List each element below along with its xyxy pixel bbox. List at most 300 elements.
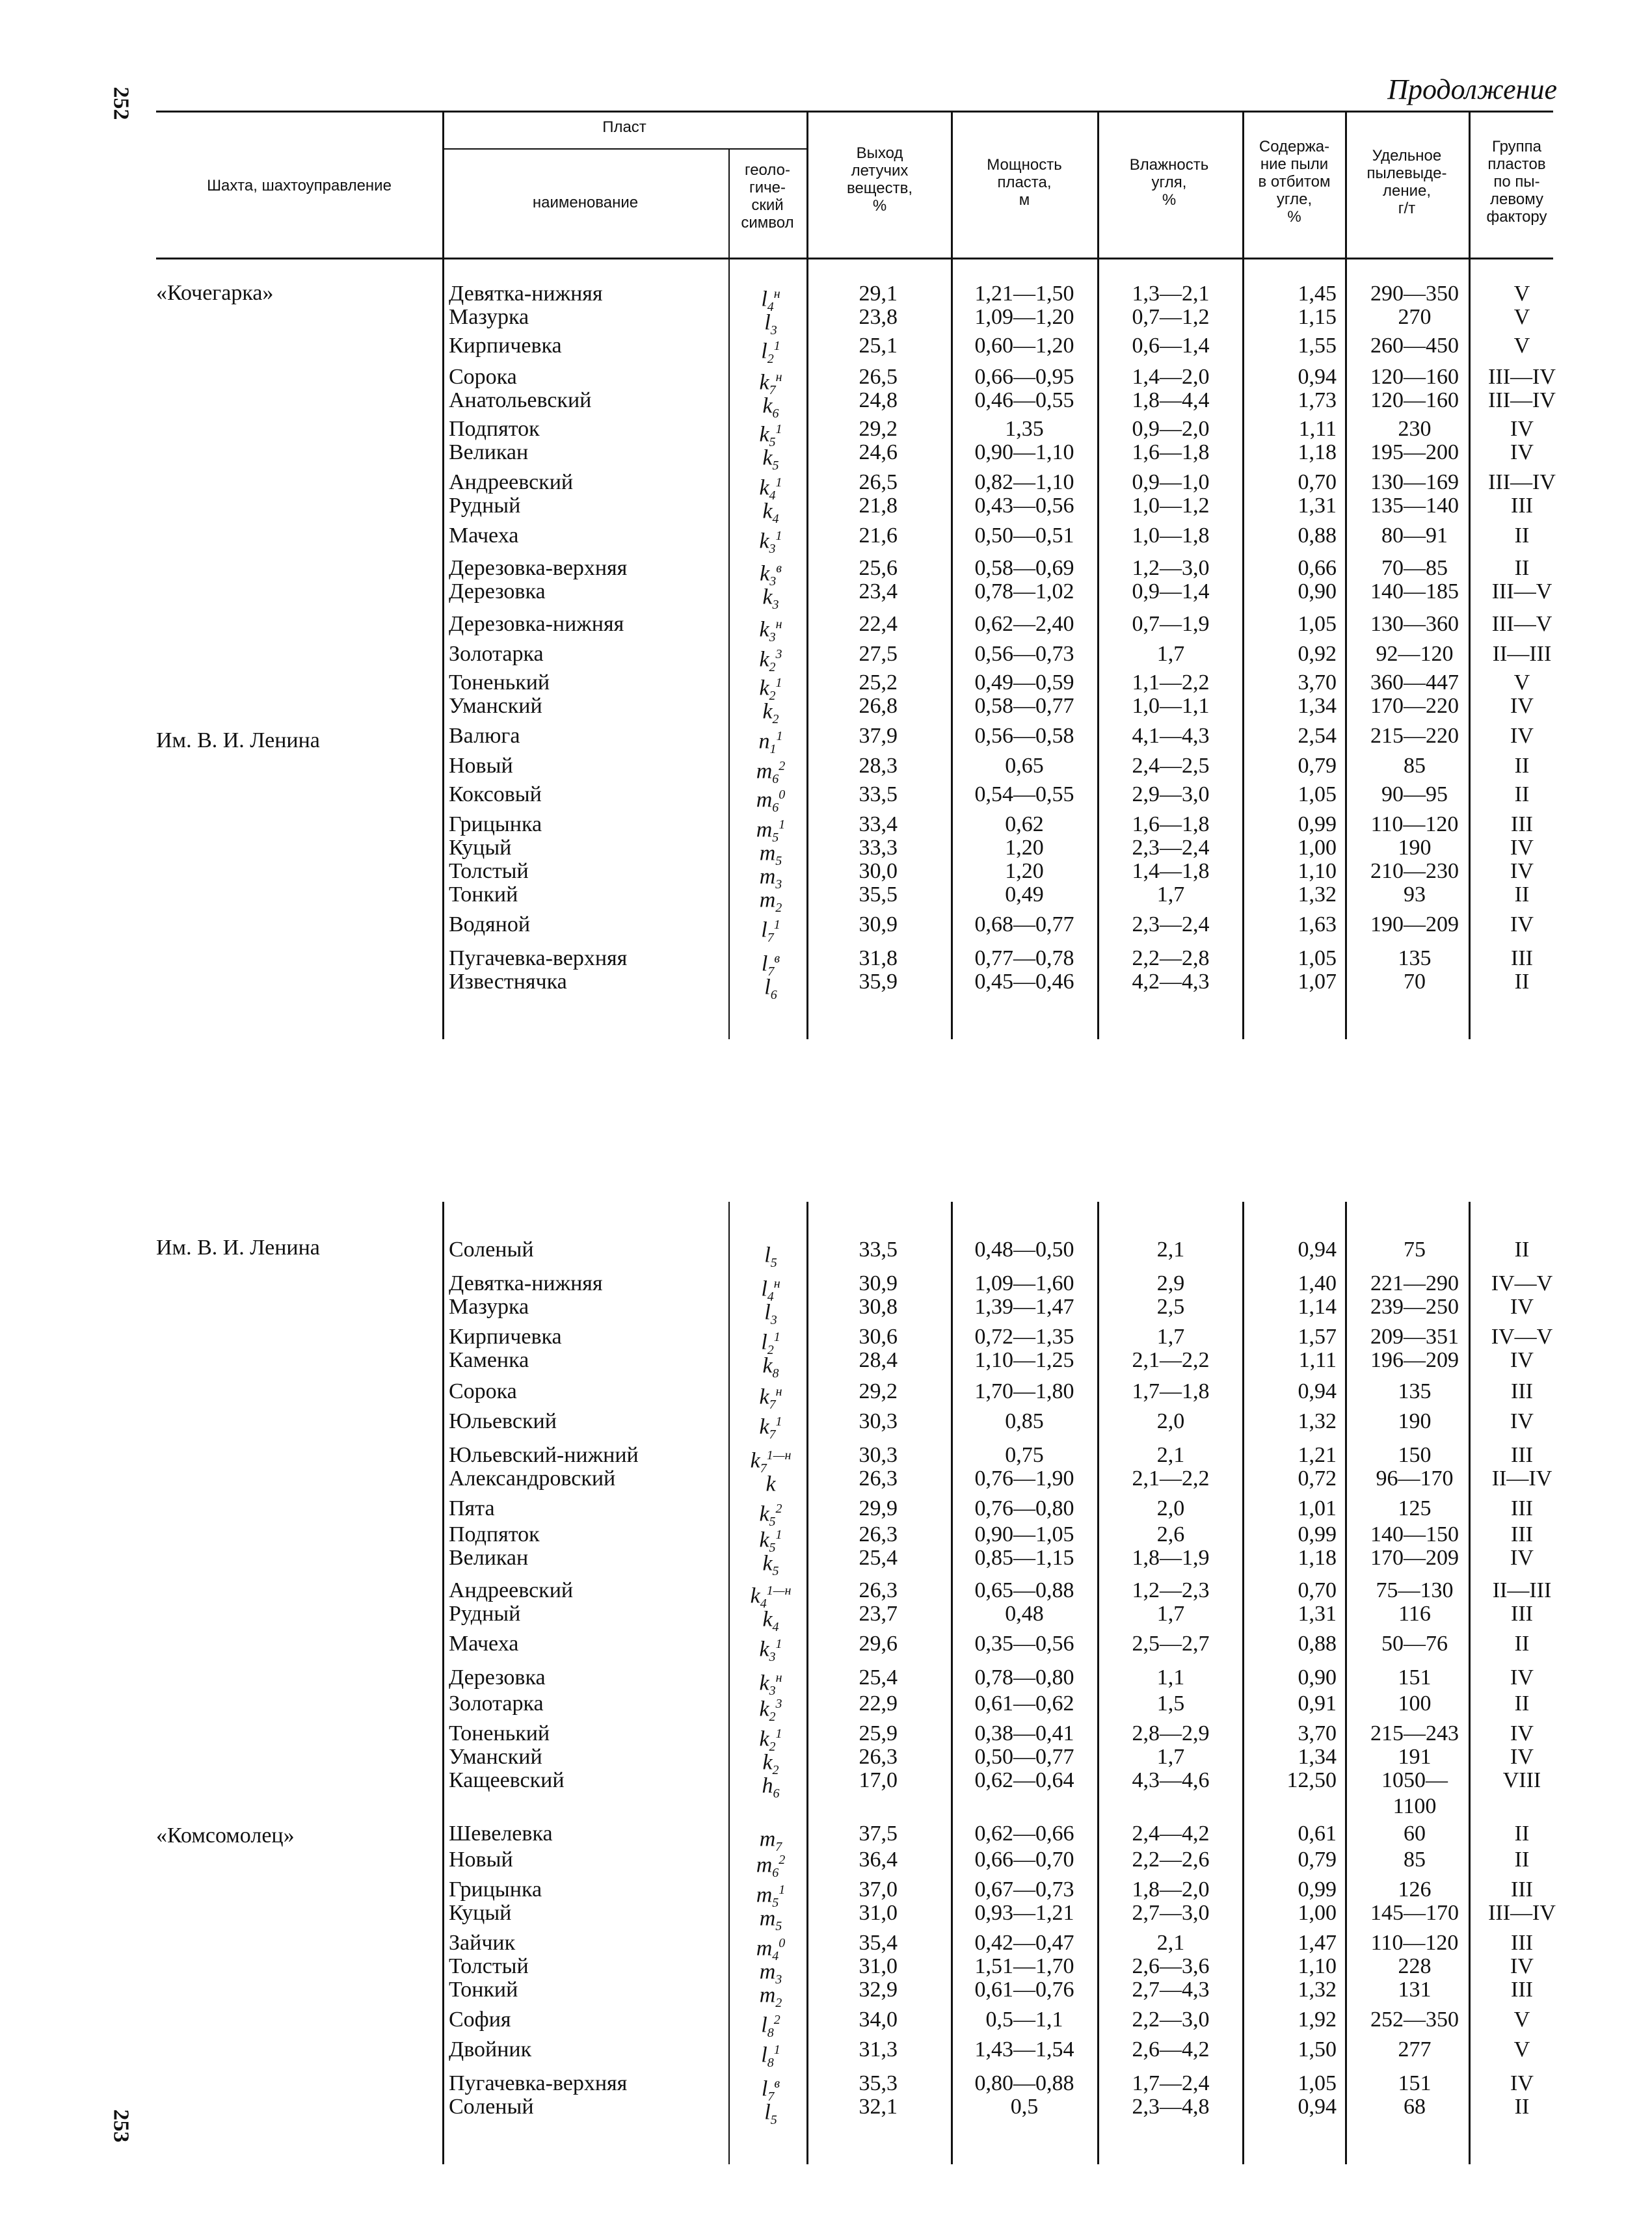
dust-value: 3,70 <box>1298 1721 1337 1745</box>
group-value: III <box>1511 1443 1533 1467</box>
table-row <box>0 670 1652 704</box>
header-symbol <box>728 161 806 232</box>
group-value: IV <box>1510 2071 1534 2095</box>
moisture-value: 2,1 <box>1156 1443 1185 1467</box>
geo-symbol-index: 6 <box>772 801 779 816</box>
geo-symbol-index: 3 <box>769 1650 776 1665</box>
table-row <box>0 1847 1652 1881</box>
thickness-value: 0,5—1,1 <box>985 2008 1063 2032</box>
plast-name: Александровский <box>449 1466 616 1491</box>
header-specific-dust <box>1345 147 1469 217</box>
geo-symbol-letter: m <box>759 1983 776 2008</box>
table-row <box>0 470 1652 503</box>
group-value: II <box>1514 882 1530 907</box>
geo-symbol-letter: l <box>764 2100 771 2125</box>
geo-symbol-letter: l <box>764 1300 771 1325</box>
header-moisture-line: Влажность <box>1129 156 1209 174</box>
specific-dust-value: 277 <box>1398 2037 1432 2062</box>
geo-symbol-letter: m <box>756 759 773 784</box>
header-group-line: фактору <box>1486 208 1547 226</box>
group-value: II <box>1514 1691 1530 1716</box>
volatile-value: 17,0 <box>859 1768 898 1792</box>
geo-symbol-index: 3 <box>770 323 777 338</box>
geo-symbol-letter: k <box>759 1414 769 1439</box>
plast-name: Кирпичевка <box>449 1325 562 1349</box>
plast-name: Толстый <box>449 859 529 883</box>
moisture-value: 1,0—1,8 <box>1132 524 1210 548</box>
table-row <box>0 693 1652 727</box>
thickness-value: 0,54—0,55 <box>974 782 1074 806</box>
specific-dust-value: 252—350 <box>1370 2008 1459 2032</box>
volatile-value: 21,8 <box>859 494 898 518</box>
geo-symbol-letter: m <box>756 1936 773 1961</box>
dust-value: 0,72 <box>1298 1466 1337 1491</box>
geo-symbol <box>741 969 800 1008</box>
geo-symbol-index: 2 <box>772 1763 779 1778</box>
dust-value: 1,45 <box>1298 282 1337 306</box>
volatile-value: 32,1 <box>859 2095 898 2119</box>
volatile-value: 23,8 <box>859 305 898 329</box>
plast-name: Уманский <box>449 694 542 718</box>
plast-name: Золотарка <box>449 642 544 666</box>
volatile-value: 35,5 <box>859 882 898 907</box>
geo-symbol-upper: н <box>775 617 782 631</box>
table-row <box>0 1601 1652 1635</box>
specific-dust-value-cont: 1100 <box>1392 1794 1437 1818</box>
plast-name: Подпяток <box>449 417 540 441</box>
geo-symbol-upper: 1—н <box>766 1448 792 1463</box>
header-spec-line: пылевыде- <box>1366 165 1447 182</box>
thickness-value: 0,58—0,69 <box>974 556 1074 580</box>
table-row <box>0 1409 1652 1442</box>
geo-symbol-letter: k <box>762 585 773 609</box>
plast-name: Тонкий <box>449 882 518 907</box>
group-value: IV <box>1510 859 1534 883</box>
specific-dust-value: 125 <box>1398 1496 1432 1520</box>
table-row <box>0 281 1652 315</box>
geo-symbol-letter: l <box>761 2043 767 2067</box>
volatile-value: 30,9 <box>859 1271 898 1295</box>
table-row <box>0 1578 1652 1611</box>
volatile-value: 34,0 <box>859 2008 898 2032</box>
geo-symbol-letter: k <box>759 617 769 642</box>
thickness-value: 0,56—0,58 <box>974 724 1074 748</box>
specific-dust-value: 96—170 <box>1376 1466 1454 1491</box>
geo-symbol-upper: 1 <box>775 1528 782 1542</box>
group-value: III—IV <box>1488 1901 1556 1925</box>
plast-name: София <box>449 2008 511 2032</box>
specific-dust-value: 230 <box>1398 417 1432 441</box>
geo-symbol-letter: k <box>762 499 773 524</box>
specific-dust-value: 93 <box>1404 882 1426 907</box>
thickness-value: 1,39—1,47 <box>974 1295 1074 1319</box>
moisture-value: 2,2—2,8 <box>1132 946 1210 970</box>
plast-name: Куцый <box>449 1901 512 1925</box>
header-volatile-line: веществ, <box>846 179 913 197</box>
plast-name: Девятка-нижняя <box>449 282 603 306</box>
dust-value: 1,47 <box>1298 1931 1337 1955</box>
table-row <box>0 1379 1652 1412</box>
group-value: II <box>1514 1848 1530 1872</box>
volatile-value: 25,9 <box>859 1721 898 1745</box>
geo-symbol-index: 3 <box>769 1684 776 1699</box>
plast-name: Юльевский <box>449 1409 557 1433</box>
dust-value: 1,15 <box>1298 305 1337 329</box>
thickness-value: 1,43—1,54 <box>974 2037 1074 2062</box>
specific-dust-value: 116 <box>1398 1602 1431 1626</box>
moisture-value: 2,2—2,6 <box>1132 1848 1210 1872</box>
volatile-value: 31,8 <box>859 946 898 970</box>
header-spec-line: Удельное <box>1372 147 1442 165</box>
dust-value: 0,66 <box>1298 556 1337 580</box>
header-thickness <box>953 156 1096 209</box>
dust-value: 1,05 <box>1298 612 1337 636</box>
specific-dust-value: 130—360 <box>1370 612 1459 636</box>
geo-symbol-letter: k <box>759 1697 769 1721</box>
moisture-value: 2,6 <box>1156 1522 1185 1546</box>
geo-symbol-index: 6 <box>770 988 777 1003</box>
specific-dust-value: 126 <box>1398 1877 1432 1902</box>
volatile-value: 26,3 <box>859 1745 898 1769</box>
geo-symbol-letter: m <box>759 841 776 866</box>
plast-name: Тонкий <box>449 1978 518 2002</box>
geo-symbol-upper: 3 <box>775 1697 782 1711</box>
geo-symbol-upper: 1 <box>775 475 782 490</box>
group-value: IV <box>1510 1745 1534 1769</box>
moisture-value: 1,7—1,8 <box>1132 1379 1210 1403</box>
dust-value: 1,34 <box>1298 694 1337 718</box>
dust-value: 1,40 <box>1298 1271 1337 1295</box>
dust-value: 1,01 <box>1298 1496 1337 1520</box>
dust-value: 0,99 <box>1298 812 1337 836</box>
moisture-value: 4,1—4,3 <box>1132 724 1210 748</box>
specific-dust-value: 85 <box>1404 754 1426 778</box>
moisture-value: 0,9—1,0 <box>1132 470 1210 494</box>
specific-dust-value: 85 <box>1404 1848 1426 1872</box>
geo-symbol-index: 4 <box>772 1620 779 1635</box>
plast-name: Мазурка <box>449 305 529 329</box>
group-value: II <box>1514 556 1530 580</box>
dust-value: 1,21 <box>1298 1443 1337 1467</box>
geo-symbol-index: 8 <box>767 2056 774 2071</box>
moisture-value: 0,7—1,9 <box>1132 612 1210 636</box>
geo-symbol-index: 3 <box>769 630 776 645</box>
geo-symbol-index: 7 <box>769 1427 776 1442</box>
dust-value: 1,18 <box>1298 440 1337 464</box>
geo-symbol-upper: 2 <box>779 1853 786 1867</box>
geo-symbol-index: 2 <box>767 352 774 367</box>
specific-dust-value: 75 <box>1404 1238 1426 1262</box>
thickness-value: 0,77—0,78 <box>974 946 1074 970</box>
geo-symbol-upper: 1 <box>779 1883 786 1897</box>
moisture-value: 0,9—1,4 <box>1132 579 1210 603</box>
thickness-value: 0,50—0,51 <box>974 524 1074 548</box>
specific-dust-value: 70—85 <box>1381 556 1448 580</box>
specific-dust-value: 120—160 <box>1370 365 1459 389</box>
geo-symbol-letter: l <box>761 339 767 364</box>
dust-value: 0,91 <box>1298 1691 1337 1716</box>
plast-name: Шевелевка <box>449 1822 553 1846</box>
geo-symbol-upper: 0 <box>779 1936 786 1950</box>
table-row <box>0 1877 1652 1911</box>
moisture-value: 2,7—4,3 <box>1132 1978 1210 2002</box>
specific-dust-value: 110—120 <box>1370 1931 1459 1955</box>
geo-symbol-letter: l <box>764 310 771 335</box>
geo-symbol-index: 3 <box>775 1972 782 1987</box>
specific-dust-value: 110—120 <box>1370 812 1459 836</box>
dust-value: 1,10 <box>1298 1954 1337 1978</box>
geo-symbol-index: 2 <box>769 1710 776 1725</box>
volatile-value: 25,4 <box>859 1665 898 1690</box>
moisture-value: 1,2—3,0 <box>1132 556 1210 580</box>
moisture-value: 2,4—4,2 <box>1132 1822 1210 1846</box>
header-dust-line: угле, <box>1276 191 1312 208</box>
header-moisture-line: угля, <box>1151 174 1187 191</box>
dust-value: 0,79 <box>1298 1848 1337 1872</box>
volatile-value: 32,9 <box>859 1978 898 2002</box>
moisture-value: 2,1—2,2 <box>1132 1348 1210 1372</box>
table-row <box>0 882 1652 916</box>
geo-symbol-upper: н <box>773 287 780 301</box>
moisture-value: 2,1 <box>1156 1238 1185 1262</box>
group-value: III <box>1511 1522 1533 1546</box>
geo-symbol-letter: k <box>762 1750 773 1775</box>
specific-dust-value: 50—76 <box>1381 1632 1448 1656</box>
geo-symbol-index: 3 <box>770 1313 777 1328</box>
geo-symbol-letter: n <box>758 729 770 754</box>
thickness-value: 0,76—1,90 <box>974 1466 1074 1491</box>
group-value: II <box>1514 1632 1530 1656</box>
plast-name: Каменка <box>449 1348 529 1372</box>
table-row <box>0 1324 1652 1358</box>
group-value: V <box>1513 305 1530 329</box>
header-name: наименование <box>532 194 639 211</box>
group-value: II <box>1514 524 1530 548</box>
moisture-value: 2,8—2,9 <box>1132 1721 1210 1745</box>
plast-name: Грицынка <box>449 1877 542 1902</box>
thickness-value: 0,72—1,35 <box>974 1325 1074 1349</box>
geo-symbol-letter: m <box>759 888 776 912</box>
geo-symbol-letter: k <box>750 1584 760 1608</box>
specific-dust-value: 215—243 <box>1370 1721 1459 1745</box>
dust-value: 1,32 <box>1298 1978 1337 2002</box>
thickness-value: 0,46—0,55 <box>974 388 1074 412</box>
moisture-value: 2,6—4,2 <box>1132 2037 1210 2062</box>
geo-symbol-index: 6 <box>772 1866 779 1881</box>
plast-name: Пугачевка-верхняя <box>449 946 628 970</box>
geo-symbol-letter: k <box>762 1353 773 1378</box>
geo-symbol-index: 3 <box>769 574 777 589</box>
dust-value: 0,92 <box>1298 642 1337 666</box>
dust-value: 0,90 <box>1298 579 1337 603</box>
volatile-value: 26,5 <box>859 470 898 494</box>
plast-name: Соленый <box>449 2095 534 2119</box>
header-moisture <box>1099 156 1239 209</box>
specific-dust-value: 190—209 <box>1370 912 1459 936</box>
geo-symbol-letter: m <box>756 788 773 812</box>
volatile-value: 36,4 <box>859 1848 898 1872</box>
volatile-value: 26,3 <box>859 1522 898 1546</box>
volatile-value: 26,5 <box>859 365 898 389</box>
specific-dust-value: 150 <box>1398 1443 1432 1467</box>
thickness-value: 0,62—2,40 <box>974 612 1074 636</box>
geo-symbol-upper: 1 <box>773 339 780 353</box>
plast-name: Грицынка <box>449 812 542 836</box>
group-value: IV <box>1510 1665 1534 1690</box>
thickness-value: 0,76—0,80 <box>974 1496 1074 1520</box>
dust-value: 1,07 <box>1298 970 1337 994</box>
group-value: VIII <box>1502 1768 1541 1792</box>
dust-value: 1,57 <box>1298 1325 1337 1349</box>
geo-symbol-upper: 1—н <box>766 1584 792 1598</box>
moisture-value: 2,0 <box>1156 1496 1185 1520</box>
group-value: III <box>1511 946 1533 970</box>
moisture-value: 1,1—2,2 <box>1132 670 1210 695</box>
table-row <box>0 1821 1652 1855</box>
dust-value: 1,18 <box>1298 1546 1337 1570</box>
geo-symbol-index: 4 <box>772 512 779 527</box>
geo-symbol-index: 2 <box>769 660 776 675</box>
dust-value: 1,11 <box>1298 1348 1337 1372</box>
moisture-value: 1,1 <box>1156 1665 1185 1690</box>
moisture-value: 1,0—1,1 <box>1132 694 1210 718</box>
dust-value: 0,70 <box>1298 1578 1337 1602</box>
group-value: V <box>1513 282 1530 306</box>
specific-dust-value: 170—209 <box>1370 1546 1459 1570</box>
plast-name: Тоненький <box>449 670 550 695</box>
section-label: «Комсомолец» <box>156 1824 295 1848</box>
geo-symbol-letter: l <box>764 975 771 1000</box>
specific-dust-value: 191 <box>1398 1745 1432 1769</box>
plast-name: Соленый <box>449 1238 534 1262</box>
geo-symbol-letter: l <box>761 1330 767 1355</box>
geo-symbol-upper: в <box>776 561 782 576</box>
moisture-value: 1,2—2,3 <box>1132 1578 1210 1602</box>
specific-dust-value: 135 <box>1398 1379 1432 1403</box>
geo-symbol-index: 4 <box>772 1949 779 1964</box>
volatile-value: 29,2 <box>859 1379 898 1403</box>
geo-symbol-index: 6 <box>772 406 779 421</box>
plast-sub-rule <box>442 148 806 150</box>
moisture-value: 2,1 <box>1156 1931 1185 1955</box>
header-bottom-rule <box>156 258 1553 259</box>
geo-symbol-letter: k <box>759 422 769 447</box>
geo-symbol-index: 4 <box>760 1597 767 1611</box>
geo-symbol-letter: k <box>762 393 773 418</box>
dust-value: 0,90 <box>1298 1665 1337 1690</box>
thickness-value: 0,61—0,62 <box>974 1691 1074 1716</box>
specific-dust-value: 190 <box>1398 1409 1432 1433</box>
specific-dust-value: 140—185 <box>1370 579 1459 603</box>
geo-symbol-letter: k <box>762 1607 773 1632</box>
geo-symbol-letter: l <box>761 918 767 942</box>
geo-symbol-index: 8 <box>767 2026 774 2041</box>
moisture-value: 1,8—4,4 <box>1132 388 1210 412</box>
group-value: II <box>1514 970 1530 994</box>
thickness-value: 0,78—1,02 <box>974 579 1074 603</box>
plast-name: Известнячка <box>449 970 567 994</box>
thickness-value: 1,51—1,70 <box>974 1954 1074 1978</box>
geo-symbol-letter: k <box>759 647 769 672</box>
thickness-value: 0,42—0,47 <box>974 1931 1074 1955</box>
volatile-value: 35,3 <box>859 2071 898 2095</box>
geo-symbol-index: 7 <box>760 1461 767 1476</box>
header-group-line: левому <box>1490 191 1543 208</box>
dust-value: 12,50 <box>1286 1768 1337 1792</box>
group-value: III—V <box>1491 579 1552 603</box>
geo-symbol-letter: m <box>756 1853 773 1877</box>
thickness-value: 0,49—0,59 <box>974 670 1074 695</box>
dust-value: 1,73 <box>1298 388 1337 412</box>
table-row <box>0 969 1652 1003</box>
dust-value: 1,00 <box>1298 1901 1337 1925</box>
geo-symbol-index: 2 <box>775 1996 782 2011</box>
volatile-value: 29,1 <box>859 282 898 306</box>
specific-dust-value: 120—160 <box>1370 388 1459 412</box>
thickness-value: 0,61—0,76 <box>974 1978 1074 2002</box>
plast-name: Сорока <box>449 365 517 389</box>
volatile-value: 33,3 <box>859 836 898 860</box>
plast-name: Куцый <box>449 836 512 860</box>
geo-symbol-index: 2 <box>769 1740 776 1755</box>
thickness-value: 1,70—1,80 <box>974 1379 1074 1403</box>
geo-symbol-index: 4 <box>769 488 776 503</box>
thickness-value: 0,56—0,73 <box>974 642 1074 666</box>
dust-value: 1,32 <box>1298 1409 1337 1433</box>
moisture-value: 2,6—3,6 <box>1132 1954 1210 1978</box>
dust-value: 1,05 <box>1298 2071 1337 2095</box>
moisture-value: 2,5—2,7 <box>1132 1632 1210 1656</box>
group-value: V <box>1513 2008 1530 2032</box>
volatile-value: 30,0 <box>859 859 898 883</box>
dust-value: 0,61 <box>1298 1822 1337 1846</box>
group-value: II <box>1514 754 1530 778</box>
geo-symbol-letter: m <box>759 864 776 889</box>
geo-symbol-index: 5 <box>775 854 782 869</box>
header-moisture-line: % <box>1162 191 1177 209</box>
thickness-value: 0,93—1,21 <box>974 1901 1074 1925</box>
geo-symbol-index: 3 <box>775 877 782 892</box>
geo-symbol-upper: в <box>774 951 780 966</box>
group-value: IV—V <box>1491 1325 1553 1349</box>
volatile-value: 26,3 <box>859 1578 898 1602</box>
thickness-value: 0,66—0,95 <box>974 365 1074 389</box>
table-row <box>0 611 1652 645</box>
group-value: IV <box>1510 1295 1534 1319</box>
geo-symbol-index: 6 <box>773 1786 780 1801</box>
geo-symbol-letter: k <box>759 475 769 500</box>
specific-dust-value: 145—170 <box>1370 1901 1459 1925</box>
group-value: IV <box>1510 440 1534 464</box>
specific-dust-value: 195—200 <box>1370 440 1459 464</box>
dust-value: 0,99 <box>1298 1877 1337 1902</box>
group-value: IV <box>1510 1954 1534 1978</box>
specific-dust-value: 60 <box>1404 1822 1426 1846</box>
group-value: III—IV <box>1488 470 1556 494</box>
specific-dust-value: 135—140 <box>1370 494 1459 518</box>
table-row <box>0 1691 1652 1725</box>
group-value: III <box>1511 1877 1533 1902</box>
table-row <box>0 2071 1652 2104</box>
specific-dust-value: 70 <box>1404 970 1426 994</box>
header-volatile <box>810 144 950 215</box>
table-row <box>0 333 1652 367</box>
table-row <box>0 1545 1652 1579</box>
thickness-value: 0,75 <box>1005 1443 1044 1467</box>
geo-symbol <box>741 1768 800 1807</box>
moisture-value: 2,3—2,4 <box>1132 912 1210 936</box>
thickness-value: 1,35 <box>1005 417 1044 441</box>
